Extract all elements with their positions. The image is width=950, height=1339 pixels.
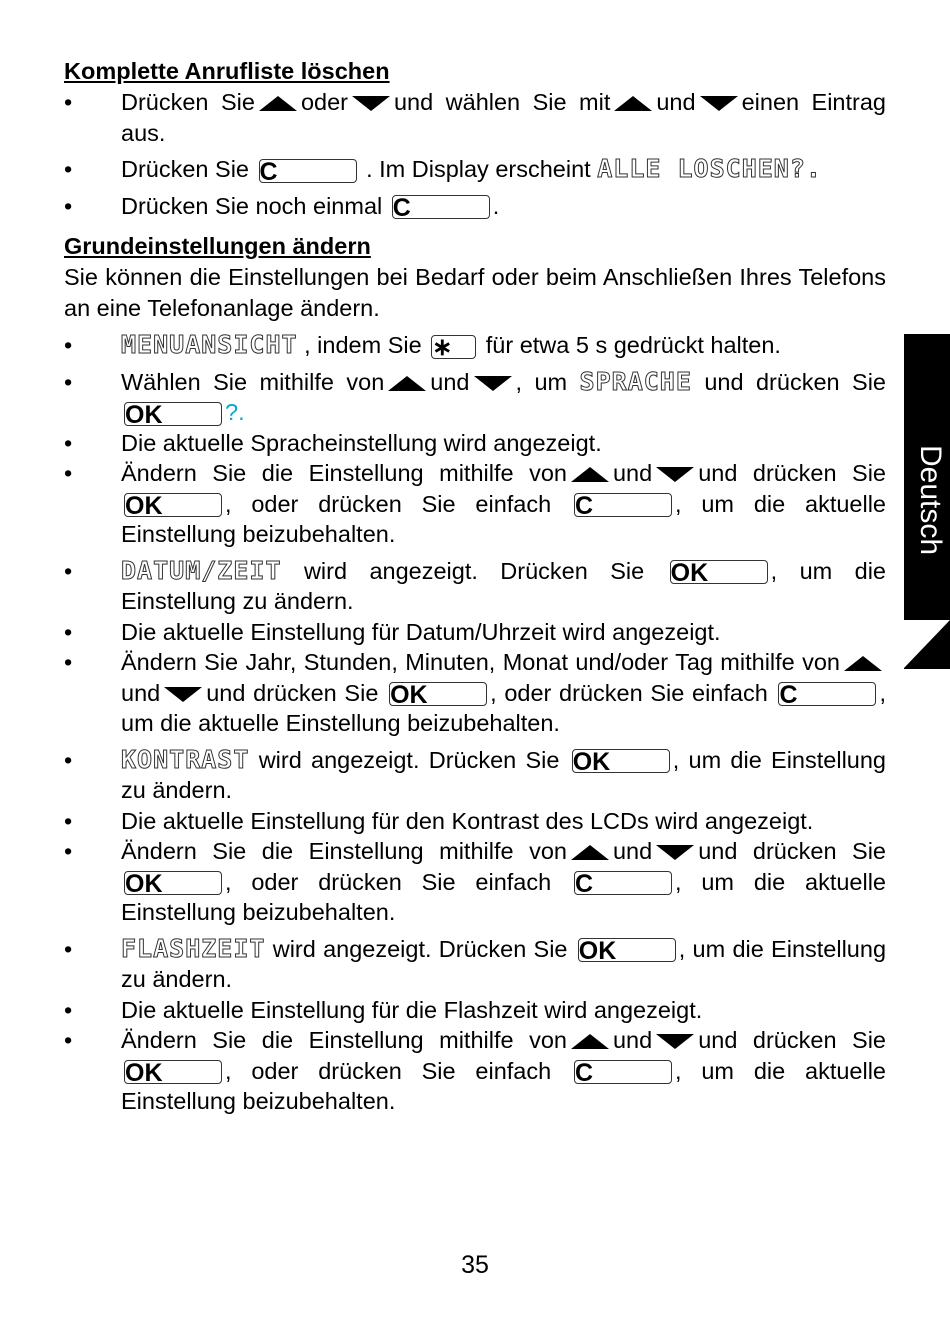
arrow-down-icon [656,1034,694,1049]
page-number: 35 [461,1251,489,1279]
side-tab-notch [904,620,950,668]
ok-key: OK [124,402,222,426]
ok-key: OK [124,1060,222,1084]
section-heading-clear-list: Komplette Anrufliste löschen [64,58,390,84]
bullet: • [64,838,73,864]
manual-page [64,56,886,1117]
c-key: C [392,195,490,219]
section-heading-settings: Grundeinstellungen ändern [64,233,371,259]
star-key: ∗ [431,335,476,359]
bullet: • [64,996,73,1023]
arrow-up-icon [844,656,882,671]
list-item: • Die aktuelle Einstellung für den Kontrast des LCDs wird angezeigt. [64,806,886,837]
list-item: • Die aktuelle Einstellung für die Flashzeit wird angezeigt. [64,995,886,1026]
c-key: C [574,493,672,517]
side-tab-label: Deutsch [914,444,947,556]
lcd-text: FLASHZEIT [121,933,266,963]
bullet: • [64,618,73,645]
ok-key: OK [578,938,676,962]
c-key: C [574,871,672,895]
list-item: • MENUANSICHT , indem Sie ∗ für etwa 5 s gedrückt halten. [64,330,781,361]
arrow-down-icon [700,96,738,111]
list-item: • Ändern Sie die Einstellung mithilfe von und und drücken Sie OK , oder drücken Sie einfach C , um die aktuelle Einstellung beizubehalten. [64,460,887,547]
bullet: • [64,156,73,182]
bullet: • [64,192,73,219]
arrow-up-icon [388,376,426,391]
list-item: • Ändern Sie die Einstellung mithilfe von und und drücken Sie OK , oder drücken Sie einfach C , um die aktuelle Einstellung beizubehalten. [64,838,887,925]
arrow-down-icon [656,845,694,860]
bullet: • [64,89,73,115]
lcd-text: ALLE LOSCHEN?. [597,154,822,183]
bullet: • [64,332,73,358]
settings-steps [64,330,886,1117]
ok-key: OK [124,493,222,517]
settings-intro: Sie können die Einstellungen bei Bedarf oder beim Anschließen Ihres Telefons an eine Telefonanlage ändern. [64,264,886,321]
list-item: • DATUM/ZEIT wird angezeigt. Drücken Sie OK , um die Einstellung zu ändern. [64,555,886,614]
list-item: • Die aktuelle Einstellung für Datum/Uhrzeit wird angezeigt. [64,617,886,648]
list-item: • Die aktuelle Spracheinstellung wird angezeigt. [64,428,886,459]
arrow-up-icon [571,467,609,482]
ok-key: OK [124,871,222,895]
bullet: • [64,557,73,584]
list-item: • KONTRAST wird angezeigt. Drücken Sie OK , um die Einstellung zu ändern. [64,744,887,803]
arrow-up-icon [259,96,297,111]
c-key: C [778,682,876,706]
bullet: • [64,429,73,456]
arrow-down-icon [474,376,512,391]
bullet: • [64,368,73,395]
bullet: • [64,1027,73,1053]
arrow-up-icon [614,96,652,111]
lcd-text: SPRACHE [579,366,692,396]
bullet: • [64,807,73,834]
lcd-text: MENUANSICHT [121,330,298,359]
lcd-text: DATUM/ZEIT [121,555,282,585]
c-key: C [574,1060,672,1084]
ok-key: OK [670,560,768,584]
list-item: • FLASHZEIT wird angezeigt. Drücken Sie OK , um die Einstellung zu ändern. [64,933,887,992]
bullet: • [64,649,73,675]
bullet: • [64,460,73,486]
list-item: • Ändern Sie Jahr, Stunden, Minuten, Monat und/oder Tag mithilfe vonund und drücken Sie OK , oder drücken Sie einfach C , um die aktuelle Einstellung beizubehalten. [64,649,887,736]
ok-key: OK [572,749,670,773]
arrow-down-icon [352,96,390,111]
ok-key: OK [389,682,487,706]
arrow-down-icon [164,687,202,702]
list-item: • Drücken Sie C . Im Display erscheint ALLE LOSCHEN?. [64,154,822,186]
arrow-down-icon [656,467,694,482]
list-item: • Drücken Sie noch einmal C . [64,192,500,223]
arrow-up-icon [571,845,609,860]
c-key: C [259,159,357,183]
clear-list-steps [64,87,886,221]
bullet: • [64,746,73,773]
list-item: • Ändern Sie die Einstellung mithilfe von und und drücken Sie OK , oder drücken Sie einfach C , um die aktuelle Einstellung beizubehalten. [64,1027,887,1114]
list-item: • Drücken Sie oder und wählen Sie mit und einen Eintrag aus. [64,89,886,146]
arrow-up-icon [571,1034,609,1049]
list-item: • Wählen Sie mithilfe von und , um SPRACHE und drücken Sie OK ?. [64,366,886,429]
lcd-text: KONTRAST [121,744,250,774]
bullet: • [64,935,73,962]
